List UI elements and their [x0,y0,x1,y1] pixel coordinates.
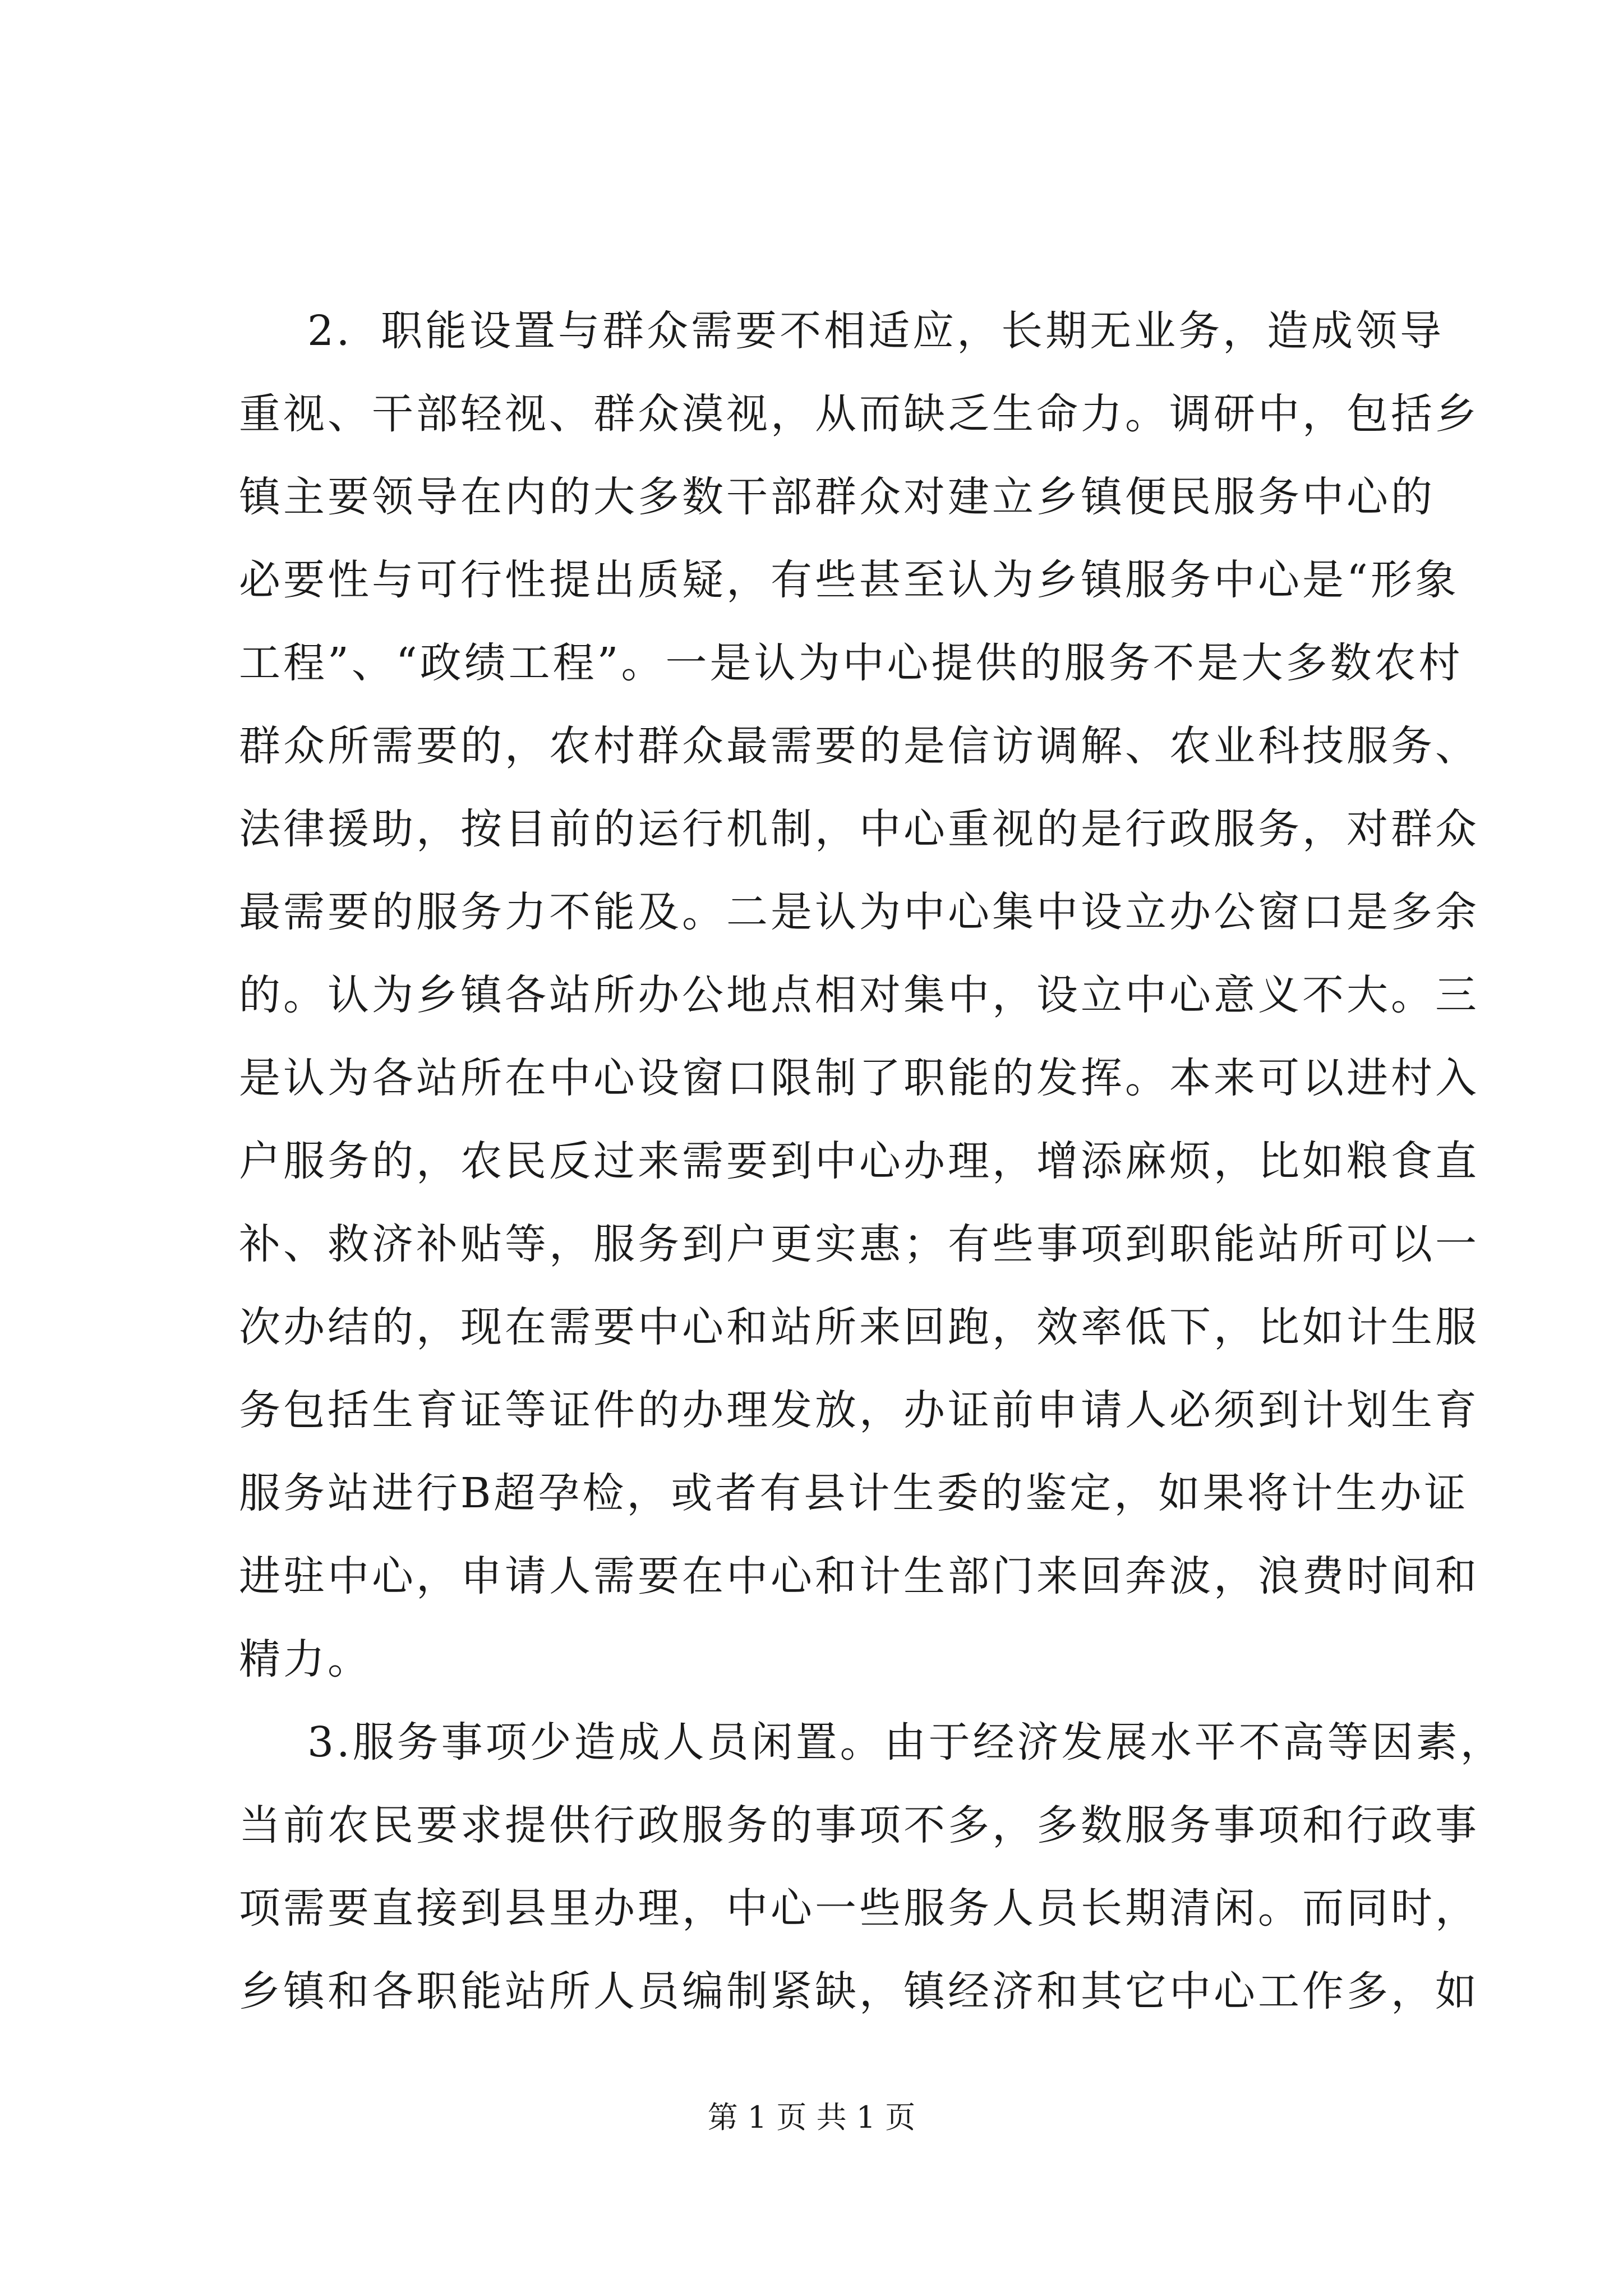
paragraph-3-line-2: 当前农民要求提供行政服务的事项不多，多数服务事项和行政事 [239,1801,1479,1849]
paragraph-2-line-10: 是认为各站所在中心设窗口限制了职能的发挥。本来可以进村入 [239,1054,1479,1102]
paragraph-2-line-12: 补、救济补贴等，服务到户更实惠；有些事项到职能站所可以一 [239,1220,1479,1268]
paragraph-2-line-9: 的。认为乡镇各站所办公地点相对集中，设立中心意义不大。三 [239,971,1479,1019]
paragraph-2-line-5: 工程”、“政绩工程”。一是认为中心提供的服务不是大多数农村 [239,639,1463,687]
paragraph-3-line-1: 3.服务事项少造成人员闲置。由于经济发展水平不高等因素， [307,1718,1505,1766]
paragraph-2-line-4: 必要性与可行性提出质疑，有些甚至认为乡镇服务中心是“形象 [239,556,1459,604]
paragraph-2-line-6: 群众所需要的，农村群众最需要的是信访调解、农业科技服务、 [239,722,1479,770]
paragraph-2-line-11: 户服务的，农民反过来需要到中心办理，增添麻烦，比如粮食直 [239,1137,1479,1185]
page-footer: 第 1 页 共 1 页 [707,2100,916,2135]
paragraph-2-line-13: 次办结的，现在需要中心和站所来回跑，效率低下，比如计生服 [239,1303,1479,1351]
paragraph-2-line-14: 务包括生育证等证件的办理发放，办证前申请人必须到计划生育 [239,1386,1479,1434]
paragraph-2-line-8: 最需要的服务力不能及。二是认为中心集中设立办公窗口是多余 [239,888,1479,936]
paragraph-2-line-7: 法律援助，按目前的运行机制，中心重视的是行政服务，对群众 [239,805,1479,853]
paragraph-2-line-3: 镇主要领导在内的大多数干部群众对建立乡镇便民服务中心的 [239,473,1435,521]
paragraph-2-line-15: 服务站进行B超孕检，或者有县计生委的鉴定，如果将计生办证 [239,1469,1469,1517]
paragraph-2-line-1: 2．职能设置与群众需要不相适应，长期无业务，造成领导 [307,307,1445,355]
paragraph-2-line-2: 重视、干部轻视、群众漠视，从而缺乏生命力。调研中，包括乡 [239,390,1479,438]
paragraph-2-line-16: 进驻中心，申请人需要在中心和计生部门来回奔波，浪费时间和 [239,1552,1479,1600]
paragraph-3-line-3: 项需要直接到县里办理，中心一些服务人员长期清闲。而同时， [239,1884,1479,1932]
paragraph-2-line-17: 精力。 [239,1635,372,1683]
paragraph-3-line-4: 乡镇和各职能站所人员编制紧缺，镇经济和其它中心工作多，如 [239,1967,1479,2016]
